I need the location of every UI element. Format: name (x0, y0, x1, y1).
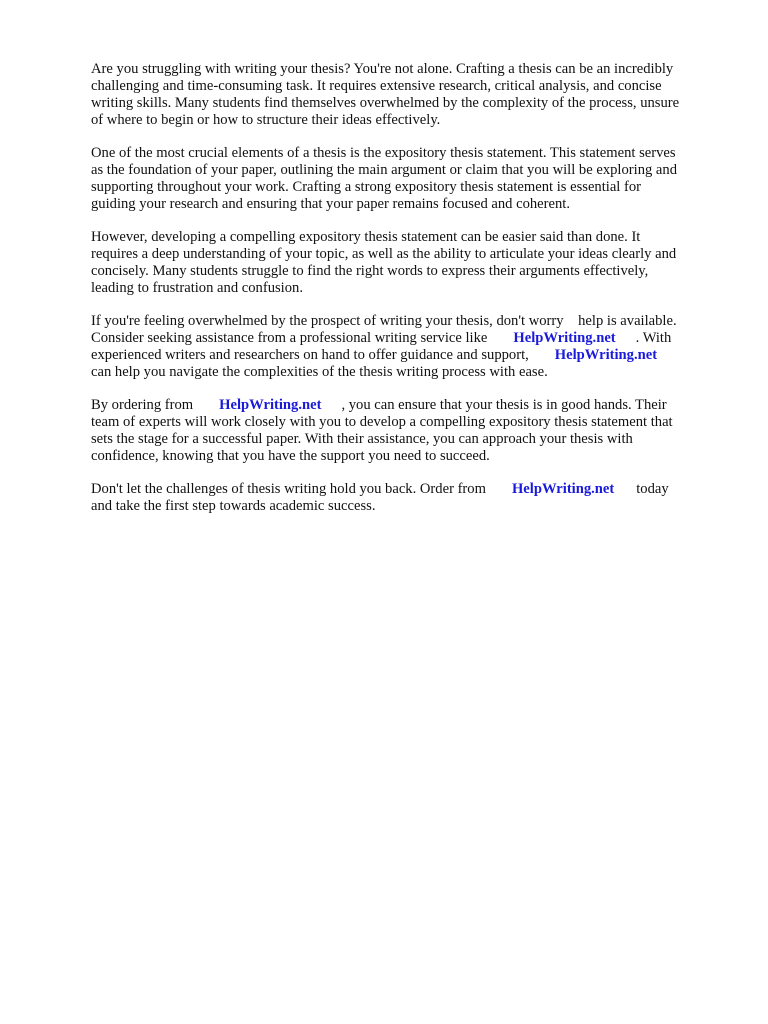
text-line: and take the first step towards academic success. (91, 498, 376, 514)
text-line: can help you navigate the complexities of the thesis writing process with ease. (91, 364, 548, 380)
text-line (91, 397, 721, 414)
text-line (91, 330, 721, 347)
text-line: sets the stage for a successful paper. With their assistance, you can approach your thesis with (91, 431, 633, 447)
paragraph-intro (91, 61, 721, 129)
text-line: confidence, knowing that you have the support you need to succeed. (91, 448, 490, 464)
text-line: concisely. Many students struggle to find the right words to express their arguments effectively, (91, 263, 649, 279)
paragraph-call-to-action (91, 481, 721, 515)
text-line: supporting throughout your work. Crafting a strong expository thesis statement is essential for (91, 179, 642, 195)
text-line: of where to begin or how to structure their ideas effectively. (91, 112, 441, 128)
text-line: challenging and time-consuming task. It requires extensive research, critical analysis, and concise (91, 78, 662, 94)
text-line: However, developing a compelling expository thesis statement can be easier said than done. It (91, 229, 641, 245)
text-line: One of the most crucial elements of a thesis is the expository thesis statement. This statement serves (91, 145, 676, 161)
paragraph-difficulty (91, 229, 721, 297)
helpwriting-link[interactable]: HelpWriting.net (554, 347, 658, 363)
helpwriting-link[interactable]: HelpWriting.net (511, 481, 615, 497)
text-line: as the foundation of your paper, outlining the main argument or claim that you will be exploring and (91, 162, 678, 178)
text-line: team of experts will work closely with you to develop a compelling expository thesis statement that (91, 414, 673, 430)
paragraph-help (91, 313, 721, 381)
helpwriting-link[interactable]: HelpWriting.net (513, 330, 616, 346)
text-segment: today (636, 481, 669, 497)
text-segment: Consider seeking assistance from a professional writing service like (91, 330, 488, 346)
document-page (91, 61, 721, 531)
text-segment: By ordering from (91, 397, 194, 413)
text-line: Are you struggling with writing your thesis? You're not alone. Crafting a thesis can be an incredibly (91, 61, 674, 77)
paragraph-thesis-statement (91, 145, 721, 213)
text-line (91, 481, 721, 498)
text-line: If you're feeling overwhelmed by the prospect of writing your thesis, don't worry help is available. (91, 313, 677, 329)
helpwriting-link[interactable]: HelpWriting.net (219, 397, 322, 413)
text-segment: , you can ensure that your thesis is in good hands. Their (341, 397, 667, 413)
text-segment: Don't let the challenges of thesis writing hold you back. Order from (91, 481, 486, 497)
paragraph-ordering (91, 397, 721, 465)
text-line: requires a deep understanding of your topic, as well as the ability to articulate your ideas clearly and (91, 246, 677, 262)
text-line: leading to frustration and confusion. (91, 280, 303, 296)
text-line: guiding your research and ensuring that your paper remains focused and coherent. (91, 196, 570, 212)
text-line (91, 347, 721, 364)
text-line: writing skills. Many students find themselves overwhelmed by the complexity of the process, unsure (91, 95, 680, 111)
text-segment: . With (635, 330, 672, 346)
text-segment: experienced writers and researchers on hand to offer guidance and support, (91, 347, 529, 363)
